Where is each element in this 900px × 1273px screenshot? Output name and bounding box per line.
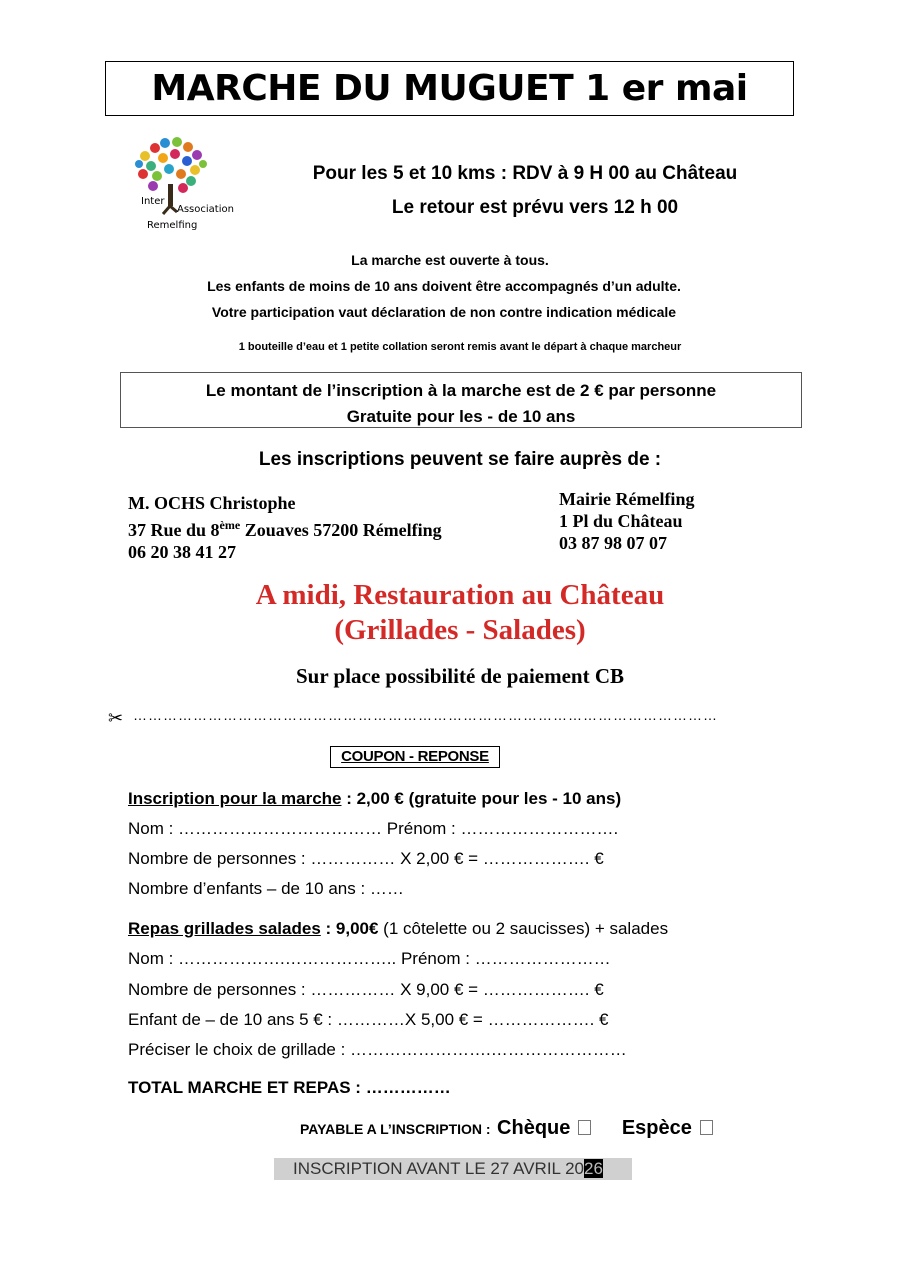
contact-left-address [128, 514, 442, 541]
repas-nom-line[interactable]: Nom : ……………….……………….. Prénom : …………………… [128, 949, 611, 968]
deadline-banner [274, 1158, 632, 1180]
deadline-text: INSCRIPTION AVANT LE 27 AVRIL 20 [293, 1159, 585, 1178]
contact-left-name: M. OCHS Christophe [128, 493, 296, 513]
espece-label: Espèce [621, 1117, 692, 1139]
payable-label: PAYABLE A L’INSCRIPTION : [300, 1121, 491, 1137]
tree-hands-logo [133, 136, 243, 234]
restauration-title: A midi, Restauration au Château [255, 579, 665, 611]
marche-heading [128, 789, 621, 809]
cheque-label: Chèque [497, 1117, 571, 1139]
restauration-subtitle: (Grillades - Salades) [334, 614, 586, 646]
contact-right-phone: 03 87 98 07 07 [559, 533, 667, 553]
fee-free: Gratuite pour les - de 10 ans [346, 407, 576, 426]
contact-right-name: Mairie Rémelfing [559, 489, 695, 509]
fee-amount: Le montant de l’inscription à la marche est de 2 € par personne [205, 381, 717, 400]
address-sup: ème [219, 518, 241, 532]
cut-dots: ……………………………………………………………………………………………………… [133, 707, 718, 723]
repas-price: : 9,00€ [320, 919, 379, 938]
marche-nom-line[interactable]: Nom : ……………………………… Prénom : ………………………. [128, 819, 619, 838]
repas-detail: (1 côtelette ou 2 saucisses) + salades [378, 919, 669, 938]
coupon-title: COUPON - REPONSE [330, 746, 500, 768]
total-line[interactable]: TOTAL MARCHE ET REPAS : …………… [128, 1078, 451, 1097]
repas-enfant-line[interactable]: Enfant de – de 10 ans 5 € : …………X 5,00 € = ………………. € [128, 1010, 609, 1029]
payment-note: Sur place possibilité de paiement CB [295, 664, 625, 688]
payment-line [300, 1117, 713, 1140]
repas-grillade-line[interactable]: Préciser le choix de grillade : …………………….…………………… [128, 1040, 627, 1059]
marche-label: Inscription pour la marche [128, 789, 342, 808]
marche-detail: : 2,00 € (gratuite pour les - 10 ans) [341, 789, 622, 808]
repas-personnes-line[interactable]: Nombre de personnes : …………… X 9,00 € = ………………. € [128, 980, 604, 999]
page-title: MARCHE DU MUGUET 1 er mai [151, 68, 748, 109]
info-water: 1 bouteille d’eau et 1 petite collation seront remis avant le départ à chaque marcheur [238, 341, 682, 353]
address-part: 37 Rue du 8 [128, 520, 220, 540]
marche-enfants-line[interactable]: Nombre d’enfants – de 10 ans : …… [128, 879, 404, 898]
title-box [105, 61, 794, 116]
contact-left [128, 492, 442, 563]
repas-heading [128, 919, 668, 939]
contact-left-phone: 06 20 38 41 27 [128, 542, 236, 562]
contact-right [559, 488, 694, 554]
rdv-line: Pour les 5 et 10 kms : RDV à 9 H 00 au Château [312, 163, 738, 184]
scissors-icon: ✂ [108, 708, 124, 728]
logo-text-remelfing: Remelfing [147, 220, 198, 231]
marche-personnes-line[interactable]: Nombre de personnes : …………… X 2,00 € = ………………. € [128, 849, 604, 868]
info-open: La marche est ouverte à tous. [351, 252, 549, 268]
address-part-2: Zouaves 57200 Rémelfing [240, 520, 442, 540]
repas-label: Repas grillades salades [128, 919, 321, 938]
espece-checkbox[interactable] [700, 1120, 713, 1135]
registration-heading: Les inscriptions peuvent se faire auprès de : [258, 449, 662, 470]
info-medical: Votre participation vaut déclaration de non contre indication médicale [211, 304, 677, 320]
deadline-year-highlight: 26 [584, 1159, 603, 1178]
logo-text-inter: Inter [141, 196, 165, 207]
contact-right-address: 1 Pl du Château [559, 511, 683, 531]
fee-box [120, 372, 802, 428]
return-line: Le retour est prévu vers 12 h 00 [391, 197, 679, 218]
logo-text-association: Association [177, 204, 234, 215]
cheque-checkbox[interactable] [578, 1120, 591, 1135]
info-children: Les enfants de moins de 10 ans doivent être accompagnés d’un adulte. [207, 278, 681, 294]
